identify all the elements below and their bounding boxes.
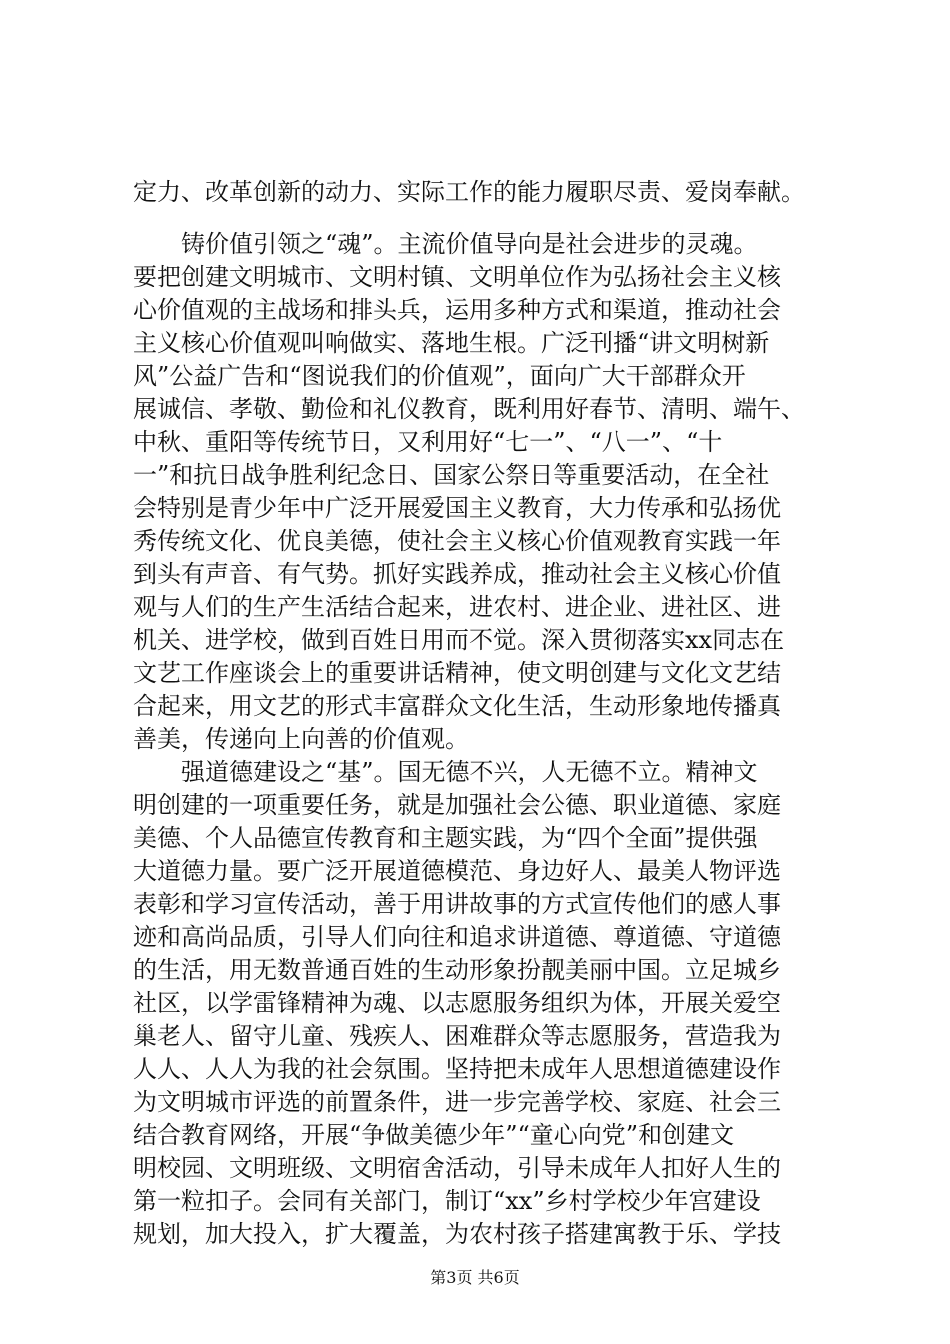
text-line: 机关、进学校，做到百姓日用而不觉。深入贯彻落实xx同志在	[133, 626, 785, 654]
text-line: 合起来，用文艺的形式丰富群众文化生活，生动形象地传播真	[133, 692, 781, 720]
text-line: 美德、个人品德宣传教育和主题实践，为“四个全面”提供强	[133, 824, 758, 852]
body-text	[133, 176, 833, 1251]
text-line: 主义核心价值观叫响做实、落地生根。广泛刊播“讲文明树新	[133, 329, 770, 357]
text-line: 到头有声音、有气势。抓好实践养成，推动社会主义核心价值	[133, 560, 781, 588]
text-line: 中秋、重阳等传统节日，又利用好“七一”、“八一”、“十	[133, 428, 723, 456]
text-line: 展诚信、孝敬、勤俭和礼仪教育，既利用好春节、清明、端午、	[133, 395, 805, 423]
text-line: 定力、改革创新的动力、实际工作的能力履职尽责、爱岗奉献。	[133, 178, 805, 206]
text-line: 强道德建设之“基”。国无德不兴，人无德不立。精神文	[133, 758, 758, 786]
text-line: 社区，以学雷锋精神为魂、以志愿服务组织为体，开展关爱空	[133, 989, 781, 1017]
text-line: 为文明城市评选的前置条件，进一步完善学校、家庭、社会三	[133, 1088, 781, 1116]
text-line: 明创建的一项重要任务，就是加强社会公德、职业道德、家庭	[133, 791, 781, 819]
text-line: 迹和高尚品质，引导人们向往和追求讲道德、尊道德、守道德	[133, 923, 781, 951]
text-line: 人人、人人为我的社会氛围。坚持把未成年人思想道德建设作	[133, 1055, 781, 1083]
text-line: 会特别是青少年中广泛开展爱国主义教育，大力传承和弘扬优	[133, 494, 781, 522]
text-line: 表彰和学习宣传活动，善于用讲故事的方式宣传他们的感人事	[133, 890, 781, 918]
text-line: 第一粒扣子。会同有关部门，制订“xx”乡村学校少年宫建设	[133, 1187, 761, 1215]
text-line: 一”和抗日战争胜利纪念日、国家公祭日等重要活动，在全社	[133, 461, 770, 489]
text-line: 铸价值引领之“魂”。主流价值导向是社会进步的灵魂。	[133, 230, 758, 258]
text-line: 要把创建文明城市、文明村镇、文明单位作为弘扬社会主义核	[133, 263, 781, 291]
text-line: 的生活，用无数普通百姓的生动形象扮靓美丽中国。立足城乡	[133, 956, 781, 984]
text-line: 巢老人、留守儿童、残疾人、困难群众等志愿服务，营造我为	[133, 1022, 781, 1050]
text-line: 大道德力量。要广泛开展道德模范、身边好人、最美人物评选	[133, 857, 781, 885]
text-line: 结合教育网络，开展“争做美德少年”“童心向党”和创建文	[133, 1121, 735, 1149]
text-line: 文艺工作座谈会上的重要讲话精神，使文明创建与文化文艺结	[133, 659, 781, 687]
text-line: 风”公益广告和“图说我们的价值观”，面向广大干部群众开	[133, 362, 746, 390]
text-line: 秀传统文化、优良美德，使社会主义核心价值观教育实践一年	[133, 527, 781, 555]
text-line: 规划，加大投入，扩大覆盖，为农村孩子搭建寓教于乐、学技	[133, 1220, 781, 1248]
page-number-footer: 第3页 共6页	[430, 1268, 520, 1287]
text-line: 观与人们的生产生活结合起来，进农村、进企业、进社区、进	[133, 593, 781, 621]
text-line: 心价值观的主战场和排头兵，运用多种方式和渠道，推动社会	[133, 296, 781, 324]
text-line: 明校园、文明班级、文明宿舍活动，引导未成年人扣好人生的	[133, 1154, 781, 1182]
text-line: 善美，传递向上向善的价值观。	[133, 725, 469, 753]
